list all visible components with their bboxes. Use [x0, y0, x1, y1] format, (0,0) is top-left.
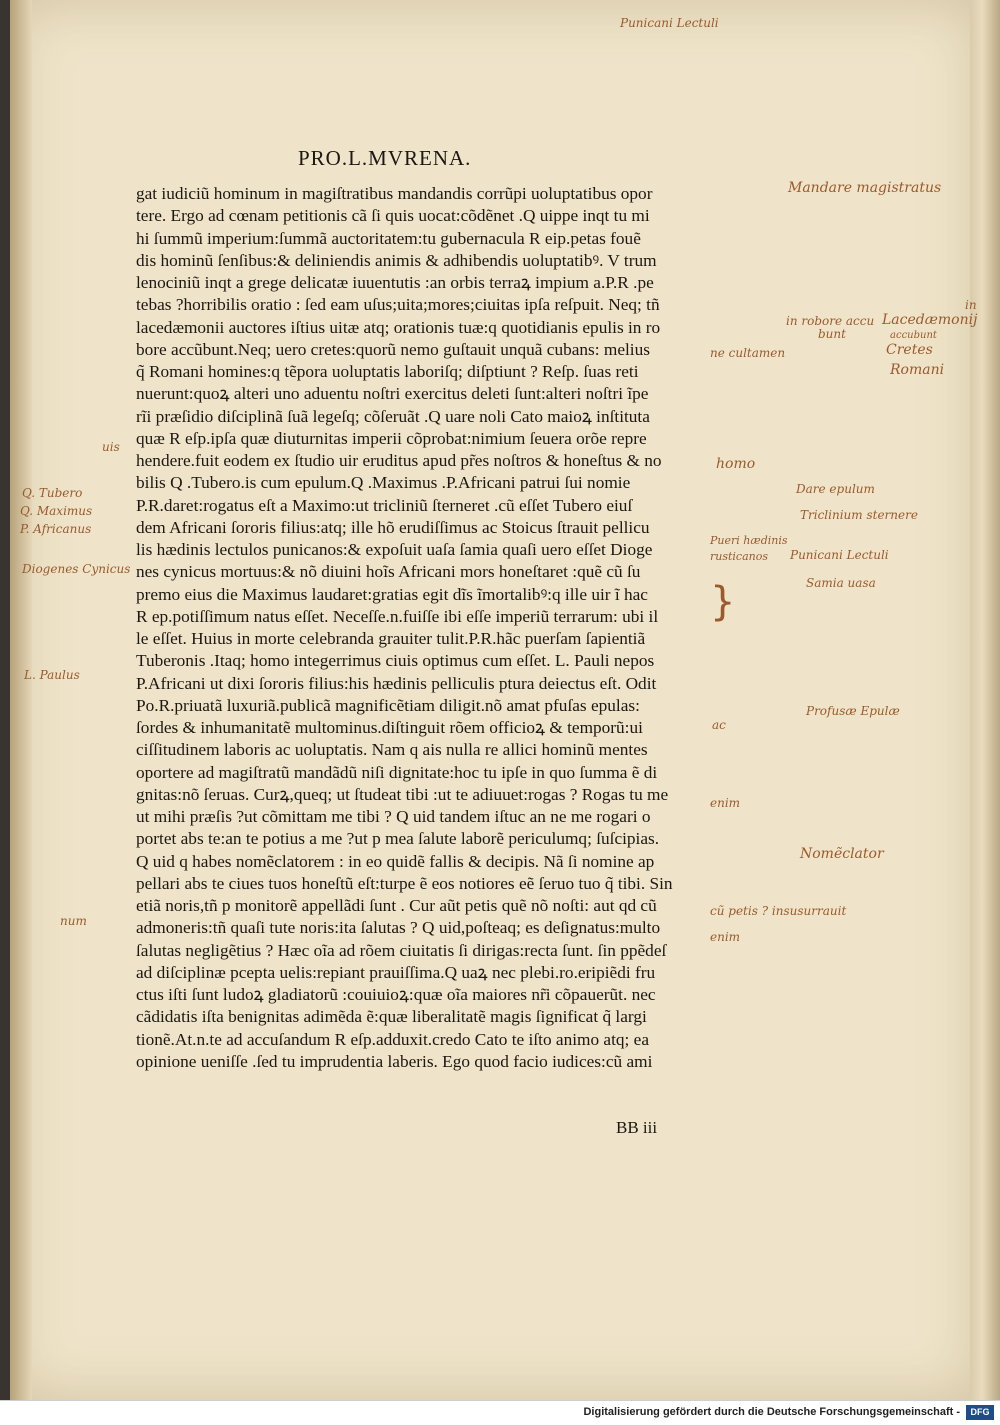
annotation-enim: enim: [710, 796, 741, 810]
annotation-num: num: [60, 914, 87, 928]
text-line: Tuberonis .Itaq; homo integerrimus ciuis optimus cum eſſet. L. Pauli nepos: [136, 651, 655, 671]
annotation-dare-epulum: Dare epulum: [796, 482, 875, 496]
text-line: q̃ Romani homines:q tẽpora uoluptatis laboriſq; diſptiunt ? Reſp. ſuas reti: [136, 362, 639, 381]
annotation-mandare: Mandare magistratus: [788, 180, 942, 196]
text-line: gnitas:nõ ſeruas. Curꝝ,queq; ut ſtudeat tibi :ut te adiuuet:rogas ? Rogas tu me: [136, 784, 669, 804]
text-line: ſordes & inhumanitatẽ multominus.diſtinguit rõem officioꝝ & temporũ:ui: [136, 718, 643, 737]
text-line: premo eius die Maximus laudaret:gratias egit dĩs ĩmortalibꝰ:q ille uir ĩ hac: [136, 584, 648, 604]
annotation-samia: Samia uasa: [806, 576, 876, 590]
text-line: lis hædinis lectulos punicanos:& expoſuit uaſa ſamia quaſi uero eſſet Dioge: [136, 540, 653, 559]
text-line: dem Africani ſororis filius:atq; ille hõ erudiſſimus ac Stoicus ſtrauit pellicu: [136, 517, 650, 537]
text-line: ciſſitudinem laboris ac uoluptatis. Nam q ais nulla re allici hominũ mentes: [136, 740, 648, 760]
book-page: [10, 0, 980, 1400]
text-line: quæ R eſp.ipſa quæ diuturnitas imperii cõprobat:nimium ſeuera orõe repre: [136, 428, 647, 448]
annotation-romani: Romani: [890, 362, 945, 378]
running-head: PRO.L.MVRENA.: [298, 146, 472, 170]
annotation-ac: ac: [712, 718, 726, 732]
signature-mark: BB iii: [616, 1118, 658, 1137]
text-line: pellari abs te ciues tuos honeſtũ eſt:turpe ẽ eos notiores eẽ ſeruo tuo q̃ tibi. Sin: [136, 873, 673, 893]
text-line: Q uid q habes nomẽclatorem : in eo quidẽ fallis & decipis. Nã ſi nomine ap: [136, 851, 655, 871]
text-line: Po.R.priuatã luxuriã.publicã magnificẽtiam diligit.nõ amat pfuſas epulas:: [136, 695, 640, 715]
annotation-profusae: Profusæ Epulæ: [806, 704, 900, 718]
annotation-bunt: bunt: [818, 327, 846, 341]
page-edge: [970, 0, 1000, 1400]
annotation-necultamen: ne cultamen: [710, 346, 786, 360]
annotation-triclinium: Triclinium sternere: [800, 508, 918, 522]
annotation-robore: in robore accu: [786, 314, 875, 328]
annotation-uis: uis: [102, 440, 120, 454]
annotation-petis: cũ petis ? insusurrauit: [710, 904, 847, 918]
text-line: portet abs te:an te potius a me ?ut p mea ſalute laborẽ periculumq; ſuſcipias.: [136, 829, 660, 849]
annotation-lacedaemonii: Lacedæmonij: [882, 312, 978, 328]
annotation-paulus: L. Paulus: [24, 668, 80, 682]
text-line: le eſſet. Huius in morte celebranda grauiter tulit.P.R.hãc puerſam ſapientiã: [136, 629, 646, 648]
text-line: gat iudiciũ hominum in magiſtratibus mandandis corrũpi uoluptatibus opor: [136, 184, 653, 203]
annotation-punicani: Punicani Lectuli: [790, 548, 889, 562]
text-line: lenociniũ inqt a grege delicatæ iuuentutis :an orbis terraꝝ impium a.P.R .pe: [136, 273, 654, 292]
text-line: dis hominũ ſenſibus:& deliniendis animis & adhibendis uoluptatibꝰ. V trum: [136, 250, 657, 270]
text-line: tebas ?horribilis oratio : ſed eam uſus;uita;mores;ciuitas ipſa reſpuit. Neq; tñ: [136, 295, 660, 315]
page-gutter: [10, 0, 32, 1400]
annotation-top: Punicani Lectuli: [620, 16, 719, 30]
annotation-homo: homo: [716, 456, 756, 472]
text-line: bore accũbunt.Neq; uero cretes:quorũ nemo guſtauit unquã cubans: melius: [136, 339, 650, 359]
text-line: cãdidatis iſta benignitas adimẽda ẽ:quæ liberalitatẽ magis ſignificat q̃ largi: [136, 1007, 647, 1027]
text-line: R ep.potiſſimum natus eſſet. Neceſſe.n.fuiſſe ibi eſſe imperiũ terrarum: ubi il: [136, 606, 659, 626]
text-line: ſalutas negligẽtius ? Hæc oĩa ad rõem ciuitatis ſi dirigas:recta ſunt. ſin ppẽdeſ: [136, 940, 667, 960]
annotation-diogenes: Diogenes Cynicus: [22, 562, 131, 576]
text-line: hendere.fuit eodem ex ſtudio uir eruditus apud pr̃es noſtros & honeſtus & no: [136, 451, 662, 470]
text-line: lacedæmonii auctores iſtius uitæ atq; orationis tuæ:q quotidianis epulis in ro: [136, 317, 661, 337]
text-line: bilis Q .Tubero.is cum epulum.Q .Maximus .P.Africani patrui ſui nomie: [136, 473, 631, 493]
digitization-footer: [0, 1400, 1000, 1425]
dfg-logo: DFG: [966, 1405, 994, 1420]
bracket-mark: }: [710, 579, 736, 625]
text-line: nes cynicus mortuus:& nõ diuini hoĩs Africani mors honeſtaret :quẽ cũ ſu: [136, 562, 641, 582]
text-line: admoneris:tñ quaſi tute noris:ita ſalutas ? Q uid,poſteaq; es deſignatus:multo: [136, 918, 661, 938]
annotation-in: in: [965, 298, 977, 312]
annotation-accubunt: accubunt: [890, 330, 937, 341]
text-line: hi ſummũ imperium:ſummã auctoritatem:tu gubernacula R eip.petas fouẽ: [136, 228, 641, 248]
text-line: P.Africani ut dixi ſororis filius:his hædinis pelliculis ptura deiectus eſt. Odit: [136, 673, 657, 693]
annotation-nomenclator: Nomẽclator: [800, 846, 884, 862]
text-line: opinione ueniſſe .ſed tu imprudentia laberis. Ego quod facio iudices:cũ ami: [136, 1051, 653, 1071]
annotation-enim-2: enim: [710, 930, 741, 944]
annotation-cretes: Cretes: [886, 342, 933, 358]
text-line: nuerunt:quoꝝ alteri uno aduentu noſtri exercitus deleti ſunt:alteri noſtri ĩpe: [136, 384, 649, 404]
annotation-maximus: Q. Maximus: [20, 504, 93, 518]
main-text-block: [136, 183, 716, 1073]
text-line: ctus iſti ſunt ludoꝝ gladiatorũ :couiuioꝝ:quæ oĩa maiores nr̃i cõpauerũt. nec: [136, 985, 656, 1004]
annotation-pueri: Pueri hædinis: [710, 534, 788, 547]
text-line: ut mihi præſis ?ut cõmittam me tibi ? Q uid tandem iſtuc an ne me rogari o: [136, 807, 651, 826]
text-line: oportere ad magiſtratũ mandãdũ niſi dignitate:hoc tu ipſe in quo ſumma ẽ di: [136, 762, 658, 782]
text-line: rĩi præſidio diſciplinã ſuã legeſq; cõſeruãt .Q uare noli Cato maioꝝ inſtituta: [136, 406, 650, 426]
funding-notice: Digitalisierung gefördert durch die Deutsche Forschungsgemeinschaft -: [583, 1406, 960, 1418]
text-line: etiã noris,tñ p monitorẽ appellãdi ſunt . Cur aũt petis quẽ nõ noſti: aut qd cũ: [136, 896, 657, 915]
annotation-tubero: Q. Tubero: [22, 486, 83, 500]
annotation-rusticanos: rusticanos: [710, 550, 768, 563]
text-line: tere. Ergo ad cœnam petitionis cã ſi quis uocat:cõdẽnet .Q uippe inqt tu mi: [136, 206, 650, 226]
text-line: P.R.daret:rogatus eſt a Maximo:ut tricliniũ ſterneret .cũ eſſet Tubero eiuſ: [136, 495, 633, 515]
text-line: ad diſciplinæ pcepta uelis:repiant prauiſſima.Q uaꝝ nec plebi.ro.eripiẽdi fru: [136, 962, 656, 982]
annotation-africanus: P. Africanus: [20, 522, 92, 536]
text-line: tionẽ.At.n.te ad accuſandum R eſp.adduxit.credo Cato te iſto animo atq; ea: [136, 1029, 650, 1049]
